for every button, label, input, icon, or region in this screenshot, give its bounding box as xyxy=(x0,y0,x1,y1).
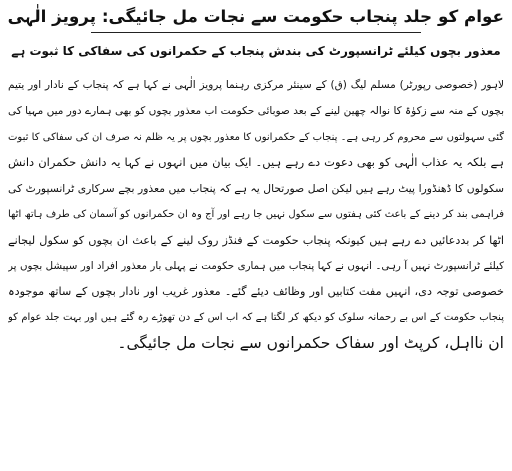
headline: عوام کو جلد پنجاب حکومت سے نجات مل جائیگی: پرویز الٰہی xyxy=(8,6,504,26)
headline-divider xyxy=(91,32,421,33)
body-line: پنجاب حکومت کے اس بے رحمانہ سلوک کو دیکھ کر لگتا ہے کہ اب اس کے دن تھوڑے رہ گئے ہیں اور بہت جلد عوام کو xyxy=(8,312,504,324)
subheadline: معذور بچوں کیلئے ٹرانسپورٹ کی بندش پنجاب کے حکمرانوں کی سفاکی کا ثبوت ہے xyxy=(11,44,501,58)
body-line: ہے بلکہ یہ عذاب الٰہی کو بھی دعوت دے رہے ہیں۔ ایک بیان میں انہوں نے کہا یہ دانش حکمران دانش xyxy=(8,155,504,170)
body-line: فراہمی بند کر دینے کے باعث کئی ہفتوں سے سکول نہیں جا رہے اور آج وہ ان حکمرانوں کو آسمان کی طرف ہاتھ اٹھا xyxy=(8,208,504,220)
body-line: اٹھا کر بددعائیں دے رہے ہیں کیونکہ پنجاب حکومت کے فنڈز روک لینے کے باعث ان بچوں کو سکول لیجانے xyxy=(8,233,504,247)
body-line: سکولوں کا ڈھنڈورا پیٹ رہے ہیں لیکن اصل صورتحال یہ ہے کہ پنجاب میں معذور بچے سرکاری ٹرانسپورٹ کی xyxy=(8,182,504,196)
body-line: گئی سہولتوں سے محروم کر رہی ہے۔ پنجاب کے حکمرانوں کا معذور بچوں پر یہ ظلم نہ صرف ان کی سفاکی کا ثبوت xyxy=(8,131,504,143)
body-line: بچوں کے منہ سے زکوٰۃ کا نوالہ چھین لینے کے بعد صوبائی حکومت اب معذور بچوں کو بھی ہمارے دور میں مہیا کی xyxy=(8,104,504,117)
article-body xyxy=(8,73,504,357)
body-line: لاہور (خصوصی رپورٹر) مسلم لیگ (ق) کے سینئر مرکزی رہنما پرویز الٰہی نے کہا ہے کہ پنجاب کے نادار اور یتیم xyxy=(8,79,504,91)
body-line: ان نااہل، کرپٹ اور سفاک حکمرانوں سے نجات مل جائیگی۔ xyxy=(117,333,504,352)
body-line: خصوصی توجہ دی، انہیں مفت کتابیں اور وظائف دیئے گئے۔ معذور غریب اور نادار بچوں کے ساتھ موجودہ xyxy=(8,285,504,299)
body-line: کیلئے ٹرانسپورٹ نہیں آ رہی۔ انہوں نے کہا پنجاب میں ہماری حکومت نے پہلی بار معذور افراد اور سپیشل بچوں پر xyxy=(8,259,504,272)
